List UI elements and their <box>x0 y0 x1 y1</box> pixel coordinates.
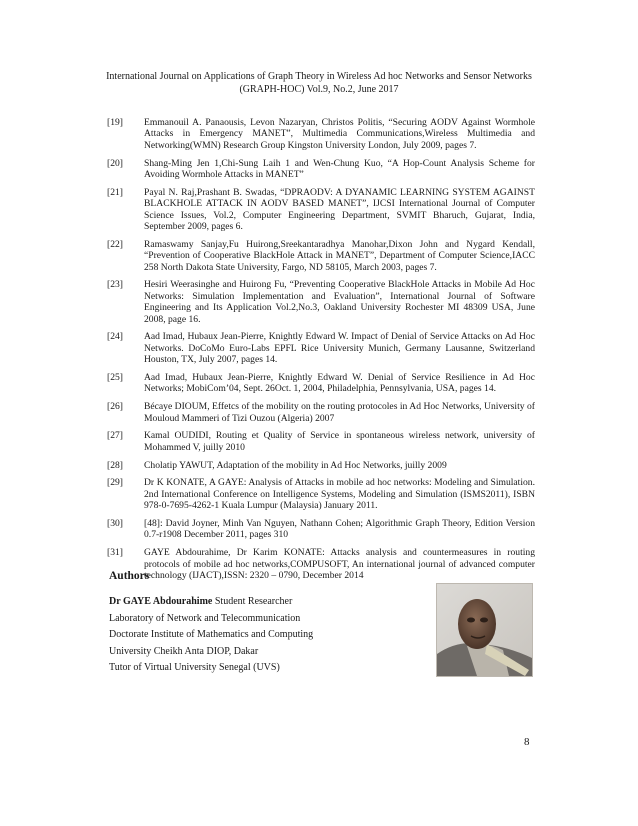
reference-number: [25] <box>107 372 123 384</box>
reference-number: [21] <box>107 186 123 198</box>
reference-number: [22] <box>107 238 123 250</box>
reference-item <box>107 239 535 273</box>
author-photo <box>436 583 533 677</box>
reference-text: Emmanouil A. Panaousis, Levon Nazaryan, Christos Politis, “Securing AODV Against Wormhole Attacks in Emergency MANET”, Multimedia Communications,Wireless Multimedia and Networking(WMN) Research Group Kingston University London, July 2009, pages 7. <box>144 117 535 151</box>
page-number: 8 <box>524 736 530 748</box>
reference-item <box>107 372 535 395</box>
reference-text: Dr K KONATE, A GAYE: Analysis of Attacks in mobile ad hoc networks: Modeling and Simulation. 2nd International Conference on Intelligence Systems, Modeling and Simulation (ISMS2011), ISBN 978-0-7695-4262-1 Kuala Lumpur (Malaysia) January 2011. <box>144 477 535 512</box>
reference-item <box>107 547 535 581</box>
reference-number: [24] <box>107 331 123 343</box>
reference-item <box>107 401 535 424</box>
reference-item <box>107 187 535 233</box>
reference-item <box>107 430 535 453</box>
reference-text: Cholatip YAWUT, Adaptation of the mobility in Ad Hoc Networks, juilly 2009 <box>144 459 447 471</box>
reference-text: Ramaswamy Sanjay,Fu Huirong,Sreekantaradhya Manohar,Dixon John and Nygard Kendall, “Prevention of Cooperative BlackHole Attack in MANET”, Department of Computer Science,IACC 258 North Dakota State University, Fargo, ND 58105, March 2003, pages 7. <box>144 238 535 273</box>
reference-text: Aad Imad, Hubaux Jean-Pierre, Knightly Edward W. Denial of Service Resilience in Ad Hoc Networks; MobiCom’04, Sept. 26Oct. 1, 2004, Philadelphia, Pennsylvania, USA, pages 14. <box>144 372 535 395</box>
reference-text: GAYE Abdourahime, Dr Karim KONATE: Attacks analysis and countermeasures in routing protocols of mobile ad hoc networks,COMPUSOFT, An international journal of advanced computer technology (IJACT),ISSN: 2320 – 0790, December 2014 <box>144 547 535 582</box>
reference-text: [48]: David Joyner, Minh Van Nguyen, Nathann Cohen; Algorithmic Graph Theory, Edition Version 0.7-r1908 December 2011, pages 310 <box>144 518 535 541</box>
reference-text: Payal N. Raj,Prashant B. Swadas, “DPRAODV: A DYANAMIC LEARNING SYSTEM AGAINST BLACKHOLE ATTACK IN AODV BASED MANET”, IJCSI International Journal of Computer Science Issues, Vol.2, Computer Engineering Department, SVMIT Bharuch, Gujarat, India, September 2009, pages 6. <box>144 186 535 233</box>
reference-text: Bécaye DIOUM, Effetcs of the mobility on the routing protocoles in Ad Hoc Networks, University of Mouloud Mammeri of Tizi Ouzou (Algeria) 2007 <box>144 401 535 424</box>
reference-number: [31] <box>107 547 123 559</box>
reference-number: [20] <box>107 157 123 169</box>
authors-heading: Authors <box>109 570 150 582</box>
reference-item <box>107 460 535 471</box>
reference-number: [19] <box>107 117 123 128</box>
author-affiliation-line: Tutor of Virtual University Senegal (UVS) <box>109 662 280 673</box>
reference-text: Kamal OUDIDI, Routing et Quality of Service in spontaneous wireless network, university of Mohammed V, juilly 2010 <box>144 430 535 453</box>
reference-item <box>107 477 535 511</box>
reference-number: [29] <box>107 477 123 489</box>
author-affiliation-line: Laboratory of Network and Telecommunication <box>109 612 301 624</box>
journal-header-line1: International Journal on Applications of Graph Theory in Wireless Ad hoc Networks and Sensor Networks <box>106 71 532 82</box>
reference-item <box>107 158 535 181</box>
reference-list <box>107 117 535 588</box>
journal-header <box>100 71 538 96</box>
reference-number: [23] <box>107 279 123 291</box>
reference-item <box>107 279 535 325</box>
journal-header-line2: (GRAPH-HOC) Vol.9, No.2, June 2017 <box>239 83 399 95</box>
author-role: Student Researcher <box>214 596 293 607</box>
reference-number: [26] <box>107 401 123 413</box>
reference-number: [30] <box>107 518 123 530</box>
author-affiliation-line: Doctorate Institute of Mathematics and Computing <box>109 629 314 640</box>
author-name-line <box>109 594 313 611</box>
author-bio <box>109 594 313 677</box>
reference-text: Aad Imad, Hubaux Jean-Pierre, Knightly Edward W. Impact of Denial of Service Attacks on Ad Hoc Networks. DoCoMo Euro-Labs EPFL Rice University Munich, Germany Lausanne, Switzerland Houston, TX, July 2007, pages 14. <box>144 331 535 366</box>
reference-item <box>107 518 535 541</box>
author-affiliation-line: University Cheikh Anta DIOP, Dakar <box>109 645 259 657</box>
reference-text: Shang-Ming Jen 1,Chi-Sung Laih 1 and Wen-Chung Kuo, “A Hop-Count Analysis Scheme for Avoiding Wormhole Attacks in MANET” <box>144 157 535 181</box>
author-name: Dr GAYE Abdourahime <box>109 596 213 607</box>
reference-item <box>107 331 535 365</box>
reference-item <box>107 117 535 151</box>
reference-number: [27] <box>107 430 123 442</box>
reference-number: [28] <box>107 459 123 471</box>
reference-text: Hesiri Weerasinghe and Huirong Fu, “Preventing Cooperative BlackHole Attacks in Mobile Ad Hoc Networks: Simulation Implementation and Evaluation”, International Journal of Software Engineering and Its Application Vol.2,No.3, Oakland University Rochester MI 48309 USA, June 2008, page 16. <box>144 279 535 325</box>
